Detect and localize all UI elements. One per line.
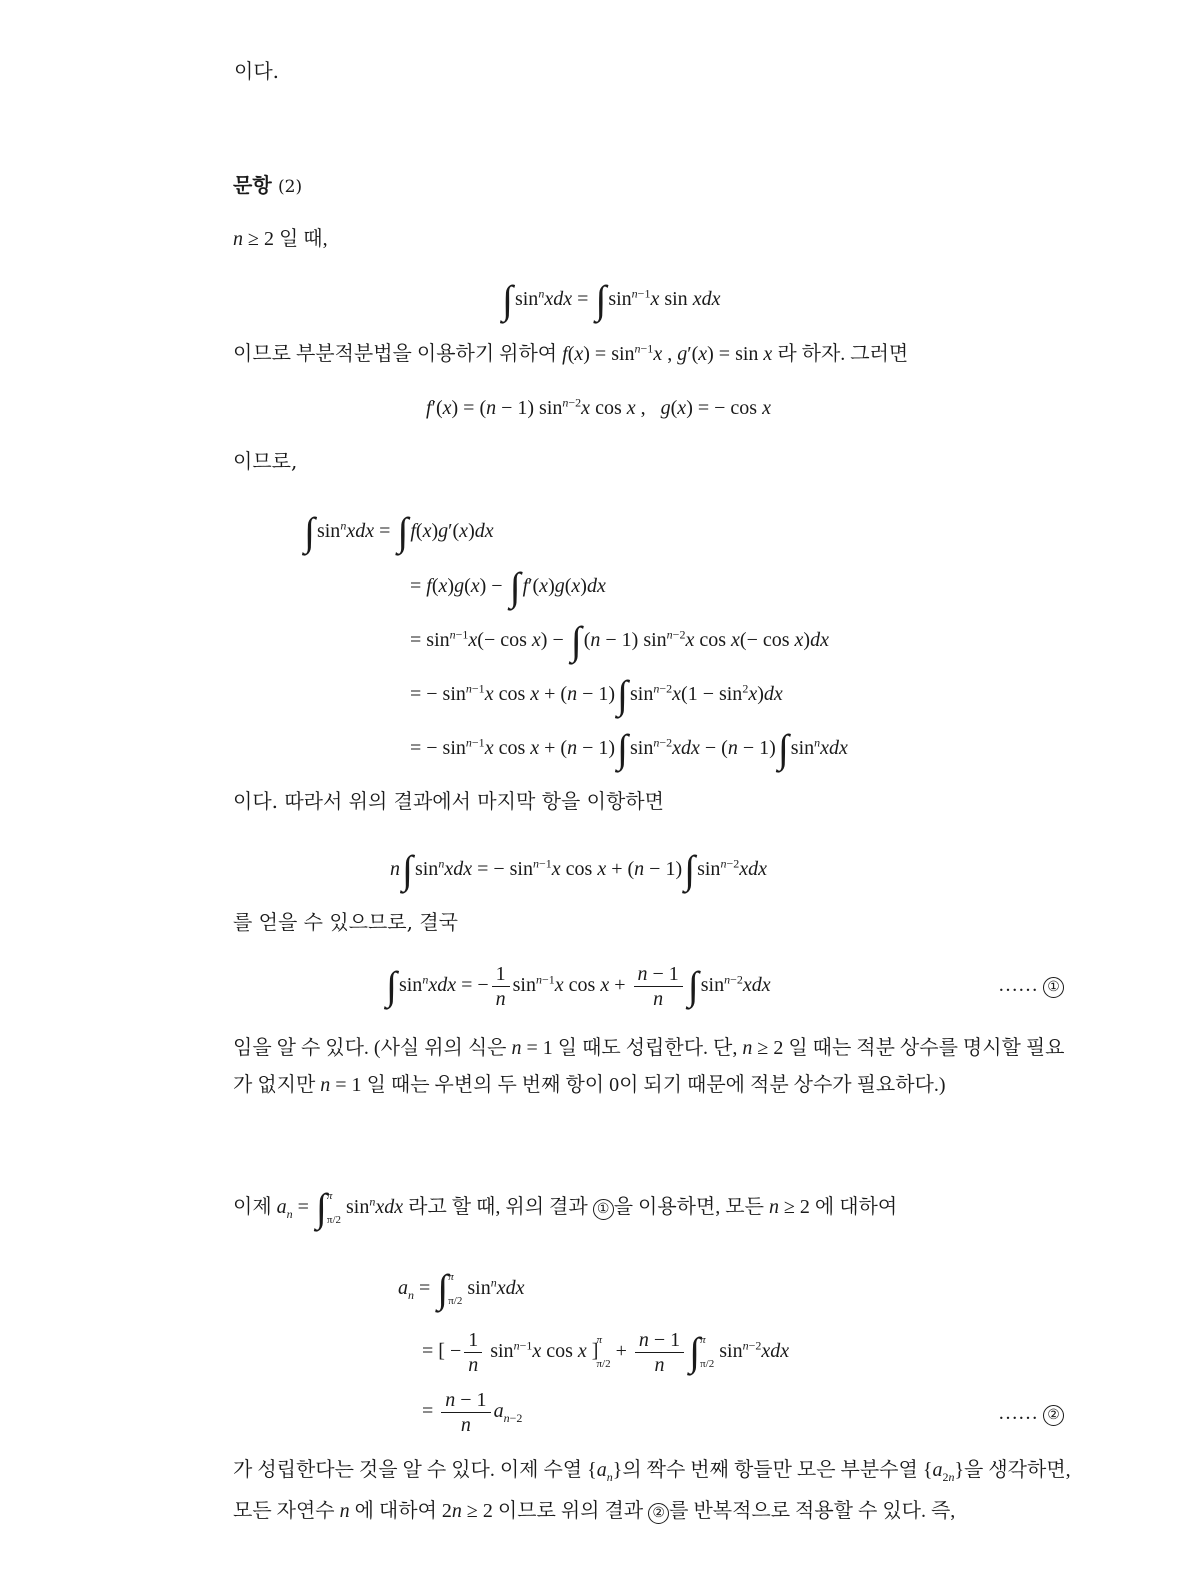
condition-suffix: 일 때, <box>278 228 328 250</box>
definition-line: 이제 $a_n = \int\pi$ π/2 $\sin^nxdx$ 라고 할 때, 위의 결과 ① 을 이용하면, 모든 n ≥ 2 에 대하여 <box>233 1185 898 1230</box>
derivation-line-2: = f(x)g(x) − ∫ f′(x)g(x)dx <box>410 564 606 609</box>
remark-part-c: 일 때는 적분 상수를 명시할 필요 <box>788 1037 1065 1059</box>
an-line-2: = [ − $\frac{1}{n}$ $\sin^{n-1}x$ cos x ]π π/2 + $\frac{n - 1}{n}$ ∫π π/2 $\sin^{n-2}xdx$ <box>422 1328 790 1376</box>
subsequence-line-1: 가 성립한다는 것을 알 수 있다. 이제 수열 $\{a_n\}$의 짝수 번째 항들만 모은 부분수열 $\{a_{2n}\}$을 생각하면, <box>233 1459 1071 1484</box>
text-finally: 를 얻을 수 있으므로, 결국 <box>233 910 458 934</box>
derivation-line-1: ∫ $\sin^nxdx$ = ∫ f(x)g′(x)dx <box>304 509 494 554</box>
parts-setup-suffix: 라 하자. 그러면 <box>777 343 909 365</box>
section-label: 문항 <box>233 173 272 197</box>
subsequence-part-b: 의 짝수 번째 항들만 모은 부분수열 <box>622 1459 918 1481</box>
definition-part-b: 라고 할 때, 위의 결과 <box>408 1196 588 1218</box>
parts-setup-line: 이므로 부분적분법을 이용하기 위하여 $f(x) = \sin^{n-1}x$ , g′(x) = sin x 라 하자. 그러면 <box>233 341 909 365</box>
text-imeuro: 이므로, <box>233 449 298 473</box>
derivation-line-5: = − $\sin^{n-1}x$ cos x + (n − 1)∫ $\sin^{n-2}xdx - (n - 1)\int$ $\sin^nxdx$ <box>410 726 848 771</box>
subsequence-line-2: 모든 자연수 n 에 대하여 2n ≥ 2 이므로 위의 결과 ② 를 반복적으로 적용할 수 있다. 즉, <box>233 1500 956 1522</box>
definition-part-d: 에 대하여 <box>814 1196 898 1218</box>
tag-dots-1: …… <box>998 974 1038 996</box>
equation-2: f′(x) = (n − 1) $\sin^{n-2}x$ cos x , g(x) = − cos x <box>426 395 771 419</box>
subsequence-part-e: 에 대하여 <box>354 1500 437 1522</box>
ref-tag-1: ① <box>593 1199 614 1220</box>
ref-tag-2: ② <box>648 1503 669 1524</box>
derivation-line-3: = $\sin^{n-1}x(- \cos x)$ − ∫ (n − 1) $\sin^{n-2}x$ cos x(− cos x)dx <box>410 618 829 663</box>
subsequence-part-g: 를 반복적으로 적용할 수 있다. 즉, <box>669 1500 956 1522</box>
remark-line-1: 임을 알 수 있다. (사실 위의 식은 n = 1 일 때도 성립한다. 단, n ≥ 2 일 때는 적분 상수를 명시할 필요 <box>233 1037 1065 1059</box>
text-ida-top: 이다. <box>234 59 279 83</box>
derivation-line-4: = − $\sin^{n-1}x$ cos x + (n − 1)∫ $\sin^{n-2}x(1 - \sin^2x)dx$ <box>410 672 783 717</box>
equation-1: ∫ $\sin^nxdx$ = ∫ $\sin^{n-1}x$ sin xdx <box>502 277 721 322</box>
parts-setup-prefix: 이므로 부분적분법을 이용하기 위하여 <box>233 343 558 365</box>
an-line-1: $a_n = \int\pi$ π/2 $\sin^nxdx$ <box>398 1266 525 1311</box>
remark-part-e: 일 때는 우변의 두 번째 항이 0이 되기 때문에 적분 상수가 필요하다.) <box>366 1074 946 1096</box>
section-number: (2) <box>278 177 303 197</box>
remark-line-2: 가 없지만 n = 1 일 때는 우변의 두 번째 항이 0이 되기 때문에 적분 상수가 필요하다.) <box>233 1074 946 1096</box>
subsequence-part-c: 을 생각하면, <box>964 1459 1071 1481</box>
remark-part-d: 가 없지만 <box>233 1074 316 1096</box>
equation-tag-2: ② <box>1043 1405 1064 1426</box>
subsequence-part-a: 가 성립한다는 것을 알 수 있다. 이제 수열 <box>233 1459 583 1481</box>
condition-line: n ≥ 2 일 때, <box>233 228 328 250</box>
remark-part-b: 일 때도 성립한다. 단, <box>557 1037 738 1059</box>
text-transpose: 이다. 따라서 위의 결과에서 마지막 항을 이항하면 <box>233 789 664 813</box>
definition-part-a: 이제 <box>233 1196 272 1218</box>
an-line-3: = $\frac{n - 1}{n}$ $a_{n-2}$ …… ② <box>422 1388 1064 1438</box>
remark-part-a: 임을 알 수 있다. (사실 위의 식은 <box>233 1037 507 1059</box>
equation-transposed: n∫ $\sin^nxdx$ = − $\sin^{n-1}x$ cos x + (n − 1)∫ $\sin^{n-2}xdx$ <box>390 847 767 892</box>
subsequence-part-d: 모든 자연수 <box>233 1500 335 1522</box>
section-heading <box>233 172 302 198</box>
tag-dots-2: …… <box>998 1402 1038 1424</box>
definition-part-c: 을 이용하면, 모든 <box>613 1196 764 1218</box>
subsequence-part-f: 이므로 위의 결과 <box>497 1500 644 1522</box>
equation-tag-1: ① <box>1043 977 1064 998</box>
reduction-formula: ∫ $\sin^nxdx$ = − $\frac{1}{n}$ $\sin^{n-1}x$ cos x + $\frac{n - 1}{n}$ ∫ $\sin^{n-2}xdx$ …… ① <box>384 958 1064 1014</box>
